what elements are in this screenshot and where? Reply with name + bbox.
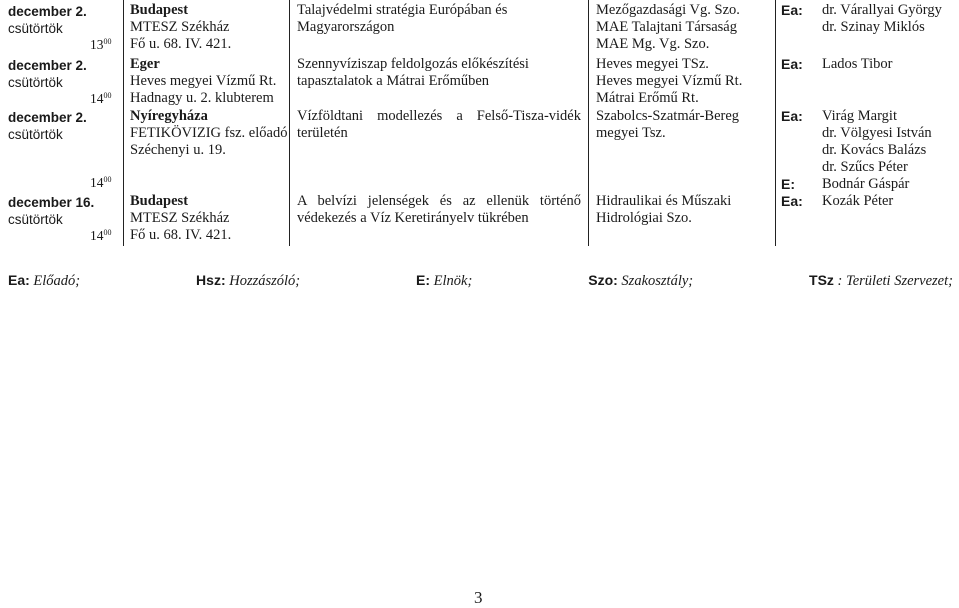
column-divider bbox=[588, 0, 589, 246]
legend-item: Szo: Szakosztály; bbox=[588, 272, 694, 289]
event-location: Nyíregyháza FETIKÖVIZIG fsz. előadó Széchenyi u. 19. bbox=[130, 108, 288, 158]
event-topic: A belvízi jelenségek és az ellenük történő védekezés a Víz Keretirányelv tükrében bbox=[297, 193, 581, 226]
event-time: $13^{00}$ bbox=[90, 37, 112, 52]
legend-item: TSz : Területi Szervezet; bbox=[809, 272, 953, 289]
event-time: $14^{00}$ bbox=[90, 228, 112, 243]
role-label: Ea: bbox=[781, 193, 803, 209]
event-time: $14^{00}$ bbox=[90, 175, 112, 190]
event-date: december 2. bbox=[8, 110, 87, 125]
role-label: Ea: bbox=[781, 56, 803, 72]
event-location: Eger Heves megyei Vízmű Rt. Hadnagy u. 2. klubterem bbox=[130, 56, 277, 106]
event-day: csütörtök bbox=[8, 127, 63, 142]
column-divider bbox=[289, 0, 290, 246]
event-people: Kozák Péter bbox=[822, 193, 894, 209]
event-time: $14^{00}$ bbox=[90, 91, 112, 106]
event-topic: Vízföldtani modellezés a Felső-Tisza-vidék területén bbox=[297, 108, 581, 141]
event-day: csütörtök bbox=[8, 212, 63, 227]
event-people: Lados Tibor bbox=[822, 56, 893, 72]
legend-item: Hsz: Hozzászóló; bbox=[196, 272, 301, 289]
event-organizer: Szabolcs-Szatmár-Bereg megyei Tsz. bbox=[596, 108, 740, 141]
event-organizer: Hidraulikai és Műszaki Hidrológiai Szo. bbox=[596, 193, 732, 226]
event-day: csütörtök bbox=[8, 21, 63, 36]
event-organizer: Mezőgazdasági Vg. Szo. MAE Talajtani Társaság MAE Mg. Vg. Szo. bbox=[596, 2, 740, 52]
legend-item: E: Elnök; bbox=[416, 272, 473, 289]
event-organizer: Heves megyei TSz. Heves megyei Vízmű Rt. Mátrai Erőmű Rt. bbox=[596, 56, 743, 106]
chair-role-label: E: bbox=[781, 176, 795, 192]
event-date: december 2. bbox=[8, 58, 87, 73]
event-people: Virág Margit dr. Völgyesi István dr. Kovács Balázs dr. Szűcs Péter bbox=[822, 108, 932, 175]
role-label: Ea: bbox=[781, 108, 803, 124]
event-location: Budapest MTESZ Székház Fő u. 68. IV. 421. bbox=[130, 193, 232, 243]
event-day: csütörtök bbox=[8, 75, 63, 90]
event-date: december 2. bbox=[8, 4, 87, 19]
event-table bbox=[0, 0, 959, 246]
event-topic: Szennyvíziszap feldolgozás előkészítési tapasztalatok a Mátrai Erőműben bbox=[297, 56, 529, 89]
event-location: Budapest MTESZ Székház Fő u. 68. IV. 421. bbox=[130, 2, 232, 52]
abbreviation-legend bbox=[8, 272, 953, 290]
page-number: 3 bbox=[474, 588, 483, 607]
legend-item: Ea: Előadó; bbox=[8, 272, 81, 289]
event-date: december 16. bbox=[8, 195, 95, 210]
role-label: Ea: bbox=[781, 2, 803, 18]
event-chair: Bodnár Gáspár bbox=[822, 176, 910, 192]
event-topic: Talajvédelmi stratégia Európában és Magyarországon bbox=[297, 2, 508, 35]
column-divider bbox=[123, 0, 124, 246]
column-divider bbox=[775, 0, 776, 246]
event-people: dr. Várallyai György dr. Szinay Miklós bbox=[822, 2, 942, 35]
